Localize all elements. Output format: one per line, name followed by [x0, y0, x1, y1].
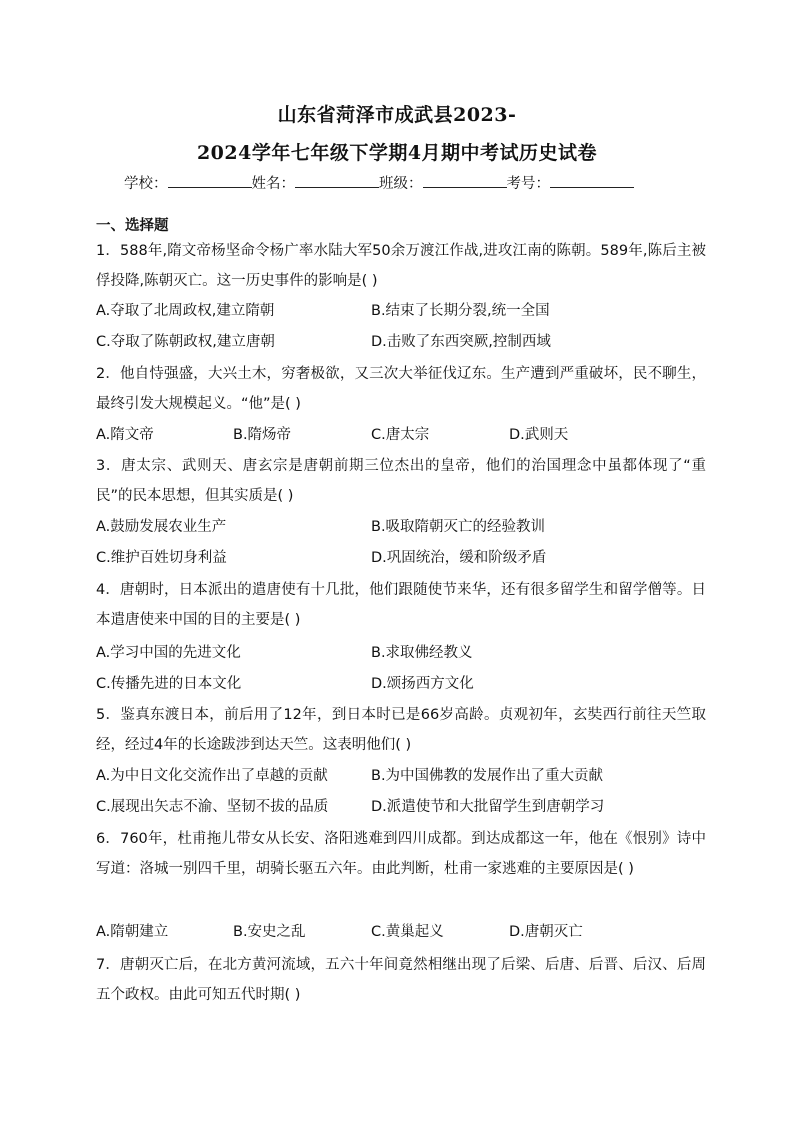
option-c: C.展现出矢志不渝、坚韧不拔的品质	[96, 799, 329, 815]
option-d: D.击败了东西突厥,控制西域	[371, 334, 551, 350]
option-b: B.求取佛经教义	[371, 645, 473, 661]
option-c: C.传播先进的日本文化	[96, 676, 242, 692]
option-a: A.隋文帝	[96, 427, 154, 443]
question-stem: 6．760年，杜甫拖儿带女从长安、洛阳逃难到四川成都。到达成都这一年，他在《恨别》诗中写道：洛城一别四千里，胡骑长驱五六年。由此判断，杜甫一家逃难的主要原因是( )	[96, 831, 706, 877]
question-stem: 2．他自恃强盛，大兴土木，穷奢极欲，又三次大举征伐辽东。生产遭到严重破坏，民不聊生，最终引发大规模起义。“他”是( )	[96, 366, 706, 412]
option-b: B.为中国佛教的发展作出了重大贡献	[371, 768, 604, 784]
option-b: B.吸取隋朝灭亡的经验教训	[371, 519, 546, 535]
option-d: D.颂扬西方文化	[371, 676, 474, 692]
class-label: 班级：	[379, 176, 423, 192]
option-d: D.巩固统治，缓和阶级矛盾	[371, 550, 547, 566]
number-label: 考号：	[506, 176, 550, 192]
option-b: B.结束了长期分裂,统一全国	[371, 303, 550, 319]
option-c: C.唐太宗	[371, 427, 430, 443]
option-a: A.学习中国的先进文化	[96, 645, 241, 661]
school-blank[interactable]	[168, 173, 252, 188]
question-stem: 3．唐太宗、武则天、唐玄宗是唐朝前期三位杰出的皇帝，他们的治国理念中虽都体现了“重民”的民本思想，但其实质是( )	[96, 458, 706, 504]
option-d: D.唐朝灭亡	[509, 924, 583, 940]
school-label: 学校：	[124, 176, 168, 192]
question-stem: 1．588年,隋文帝杨坚命令杨广率水陆大军50余万渡江作战,进攻江南的陈朝。589年,陈后主被俘投降,陈朝灭亡。这一历史事件的影响是( )	[96, 243, 706, 289]
name-label: 姓名：	[251, 176, 295, 192]
student-info-row	[124, 172, 634, 193]
option-a: A.隋朝建立	[96, 924, 169, 940]
option-d: D.派遣使节和大批留学生到唐朝学习	[371, 799, 605, 815]
exam-title-line-1: 山东省菏泽市成武县2023-	[277, 104, 517, 126]
section-heading: 一、选择题	[96, 218, 169, 234]
number-blank[interactable]	[550, 173, 634, 188]
option-c: C.黄巢起义	[371, 924, 444, 940]
option-d: D.武则天	[509, 427, 569, 443]
option-a: A.为中日文化交流作出了卓越的贡献	[96, 768, 328, 784]
option-a: A.夺取了北周政权,建立隋朝	[96, 303, 275, 319]
option-b: B.隋炀帝	[233, 427, 292, 443]
option-b: B.安史之乱	[233, 924, 306, 940]
question-stem: 4．唐朝时，日本派出的遣唐使有十几批，他们跟随使节来华，还有很多留学生和留学僧等。日本遣唐使来中国的目的主要是( )	[96, 582, 706, 628]
option-c: C.维护百姓切身利益	[96, 550, 227, 566]
question-stem: 7．唐朝灭亡后，在北方黄河流域，五六十年间竟然相继出现了后梁、后唐、后晋、后汉、后周五个政权。由此可知五代时期( )	[96, 957, 706, 1003]
option-a: A.鼓励发展农业生产	[96, 519, 227, 535]
question-stem: 5．鉴真东渡日本，前后用了12年，到日本时已是66岁高龄。贞观初年，玄奘西行前往天竺取经，经过4年的长途跋涉到达天竺。这表明他们( )	[96, 707, 706, 753]
exam-title-line-2: 2024学年七年级下学期4月期中考试历史试卷	[196, 142, 598, 164]
name-blank[interactable]	[295, 173, 379, 188]
option-c: C.夺取了陈朝政权,建立唐朝	[96, 334, 275, 350]
class-blank[interactable]	[423, 173, 507, 188]
